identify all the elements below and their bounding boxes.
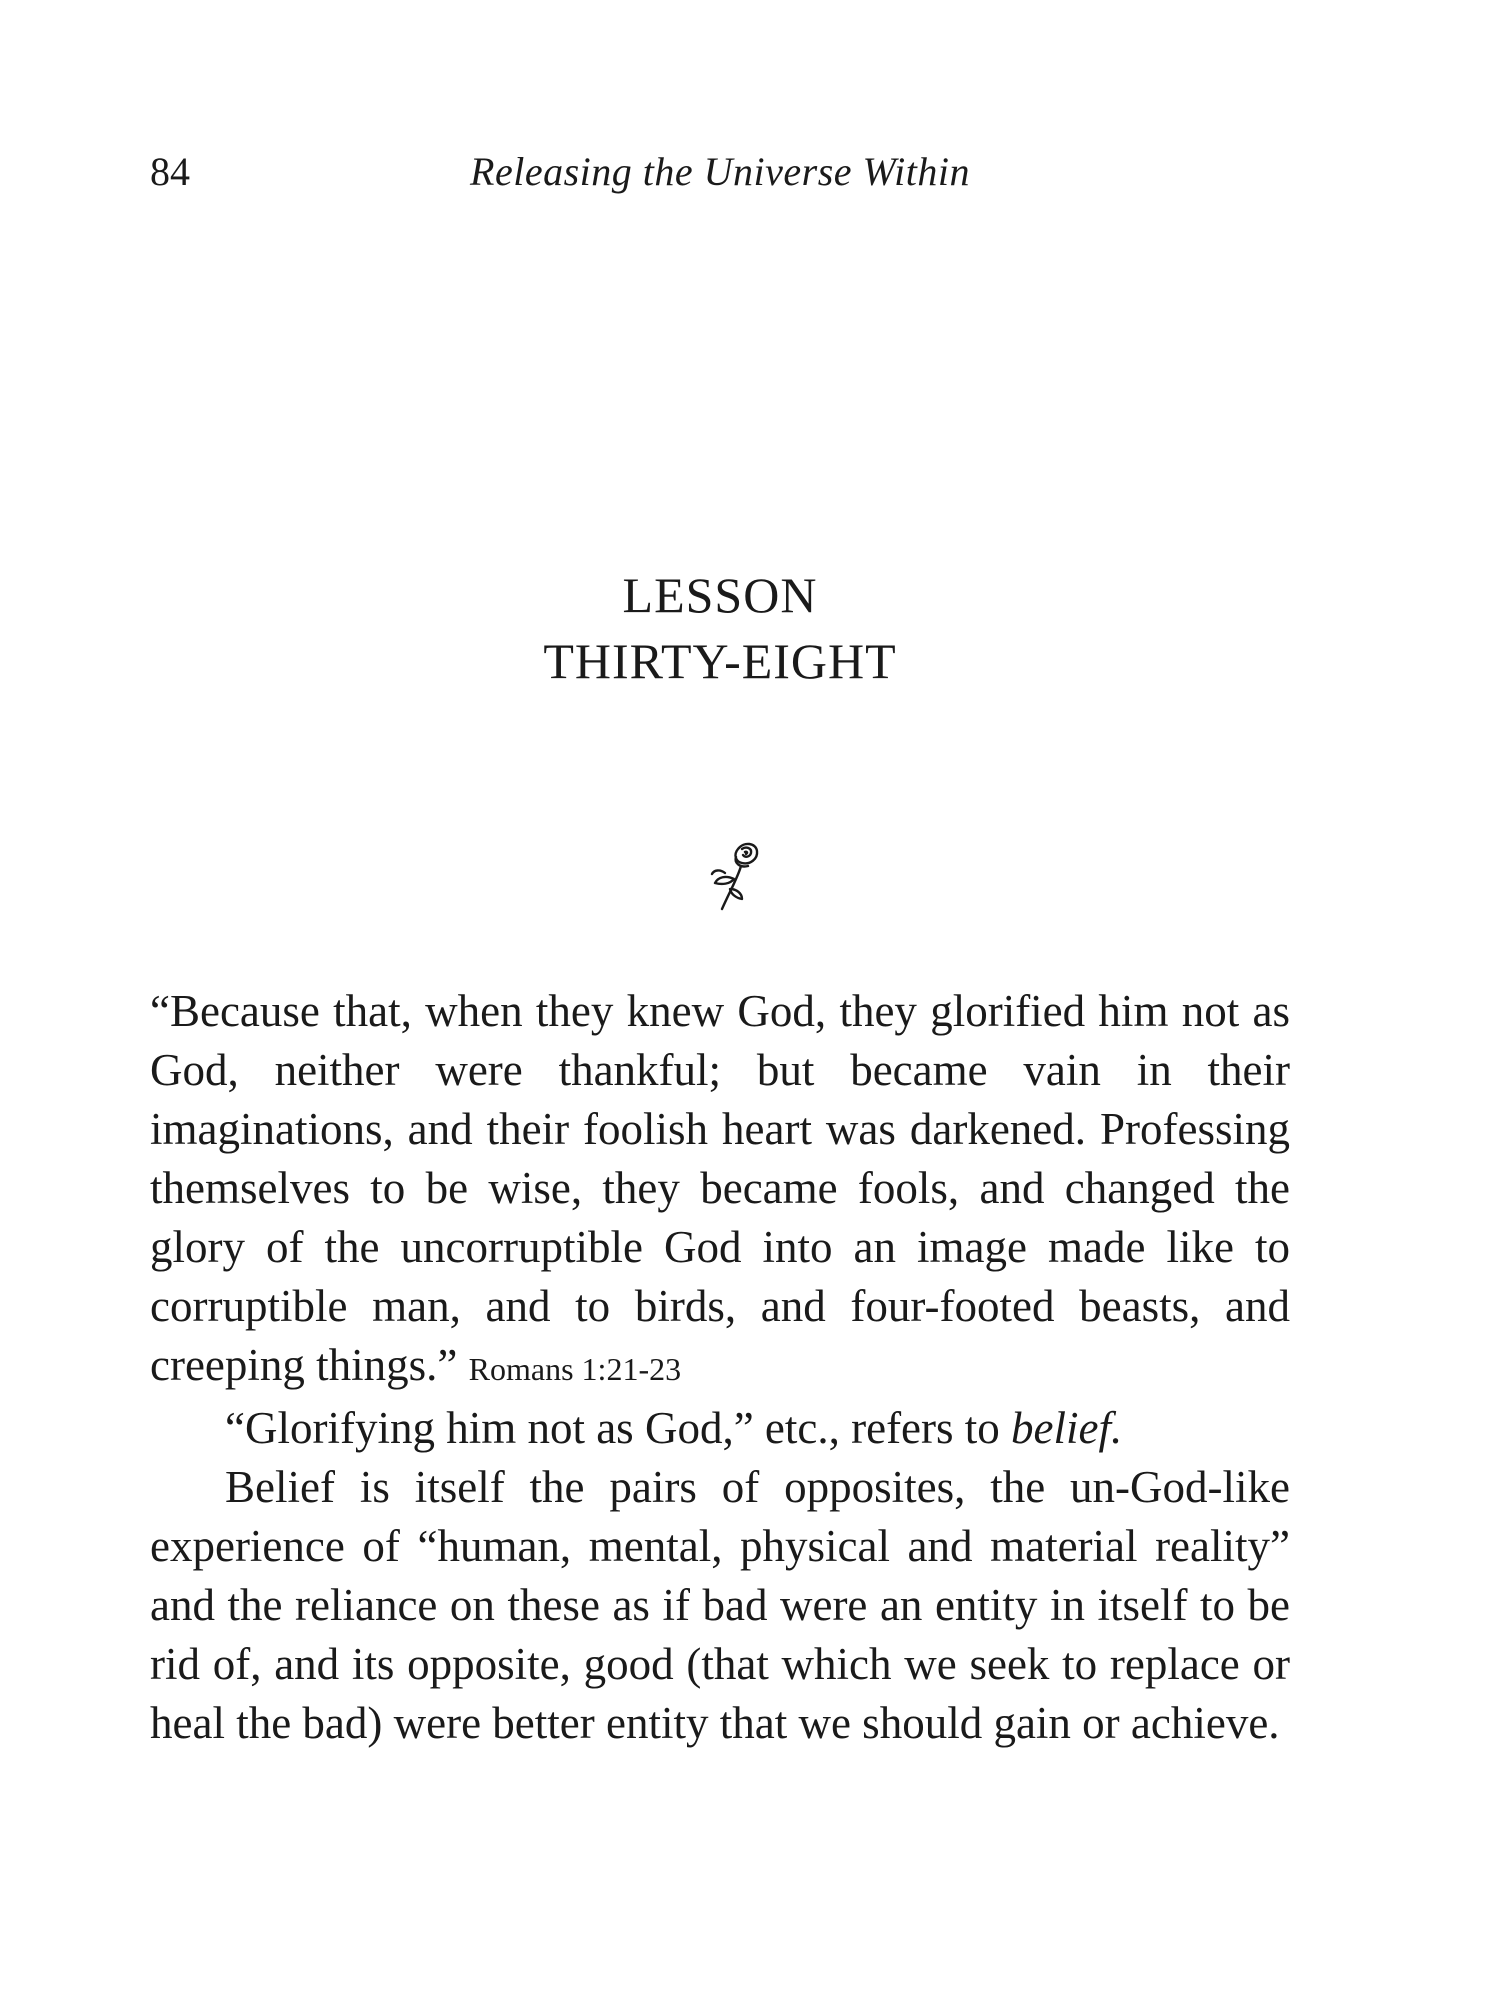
book-title: Releasing the Universe Within [470,149,970,194]
lesson-heading [150,562,1290,694]
page-number: 84 [150,149,190,194]
scripture-citation: Romans 1:21-23 [468,1351,682,1387]
paragraph-belief-text: “Glorifying him not as God,” etc., refers to [225,1403,1012,1453]
belief-emphasis: belief. [1011,1403,1123,1453]
paragraph-opposites: Belief is itself the pairs of opposites, the un-God-like experience of “human, mental, physical and material reality” and the reliance on these as if bad were an entity in itself to be rid of, and its opposite, good (that which we seek to replace or heal the bad) were better entity that we should gain or achieve. [150,1462,1290,1748]
rose-icon [700,835,770,915]
lesson-label: LESSON [622,567,818,623]
scripture-quote [150,982,1290,1399]
paragraph-belief [150,1399,1290,1458]
quote-text: “Because that, when they knew God, they glorified him not as God, neither were thankful; but became vain in their imaginations, and their foolish heart was darkened. Professing themselves to be wise, they became fools, and changed the glory of the uncorruptible God into an image made like to corruptible man, and to birds, and four-footed beasts, and creeping things.” [150,986,1290,1390]
lesson-number: THIRTY-EIGHT [543,633,897,689]
running-head [150,142,1290,202]
body-text [150,982,1290,1753]
